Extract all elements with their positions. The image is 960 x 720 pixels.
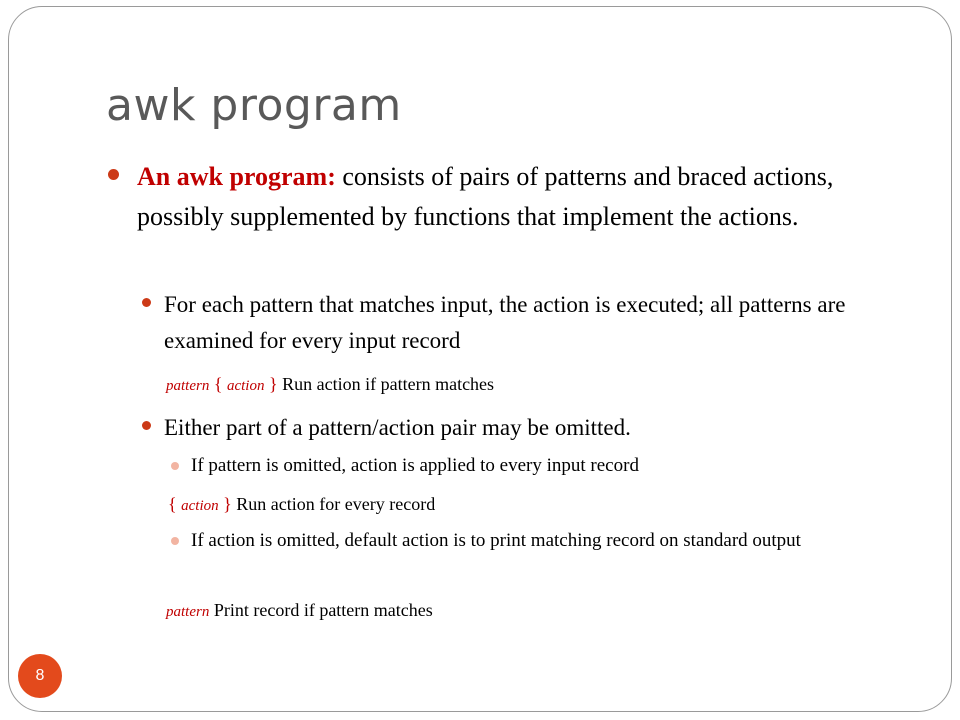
bullet-dot: [171, 462, 179, 470]
example-pattern: pattern: [166, 378, 210, 394]
example-open-brace: {: [168, 494, 177, 514]
example-description: Run action if pattern matches: [282, 374, 495, 394]
bullet-dot: [142, 298, 151, 307]
bullet-dot: [171, 537, 179, 545]
example-action: action: [226, 378, 265, 394]
example-close-brace: }: [268, 374, 278, 394]
example-open-brace: {: [213, 374, 223, 394]
page-number-badge: [18, 654, 62, 698]
page-number: 8: [35, 667, 45, 684]
bullet-pattern-omitted: If pattern is omitted, action is applied to every input record: [191, 455, 639, 476]
example-description: Print record if pattern matches: [213, 600, 433, 620]
bullet-text: consists of pairs of patterns and braced actions, possibly supplemented by functions that implement the actions.: [137, 162, 834, 231]
bullet-lead: An awk program:: [137, 162, 336, 191]
bullet-dot: [108, 169, 119, 180]
bullet-dot: [142, 421, 151, 430]
example-pattern: pattern: [166, 604, 210, 620]
bullet-either-part: Either part of a pattern/action pair may be omitted.: [164, 415, 631, 440]
bullet-awk-program: [137, 157, 897, 237]
bullet-action-omitted: If action is omitted, default action is to print matching record on standard output: [191, 530, 801, 551]
bullet-pattern-matches: For each pattern that matches input, the action is executed; all patterns are examined for every input record: [164, 292, 846, 353]
slide-title: awk program: [106, 80, 402, 131]
example-pattern-action: [166, 372, 866, 398]
example-pattern-only: [166, 598, 866, 624]
example-description: Run action for every record: [236, 494, 436, 514]
example-action: action: [181, 498, 219, 514]
example-close-brace: }: [223, 494, 232, 514]
example-action-only: [168, 492, 868, 518]
